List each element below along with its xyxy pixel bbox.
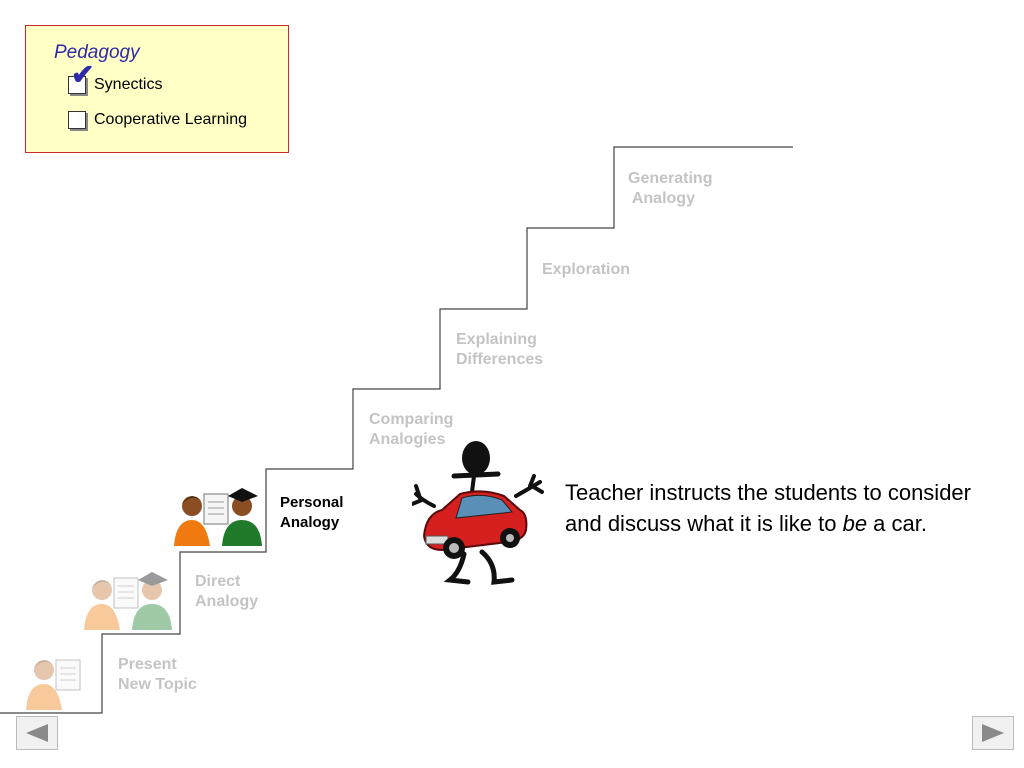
step-label-generating-analogy: Generating Analogy <box>628 170 713 207</box>
step-label-direct-analogy: Direct Analogy <box>195 573 259 610</box>
triangle-left-icon <box>24 722 50 744</box>
legend-title: Pedagogy <box>54 42 140 63</box>
legend-item-label: Synectics <box>94 76 163 93</box>
teacher-and-graduate-icon <box>170 482 266 548</box>
narration-part1: Teacher instructs the students to consider and discuss what it is like to <box>565 480 971 536</box>
cartoon-car-figure-icon <box>412 440 552 588</box>
triangle-right-icon <box>980 722 1006 744</box>
next-slide-button[interactable] <box>972 716 1014 750</box>
step-label-exploration: Exploration <box>542 261 631 278</box>
narration-part2: a car. <box>867 511 927 536</box>
step-label-personal-analogy: Personal Analogy <box>280 494 344 531</box>
legend-item-label: Cooperative Learning <box>94 111 247 128</box>
step-label-explaining-differences: Explaining Differences <box>456 331 544 368</box>
narration-text <box>565 477 1005 539</box>
teacher-icon <box>22 654 84 712</box>
step-label-present-new-topic: Present New Topic <box>118 656 197 693</box>
teacher-and-graduate-icon <box>80 566 176 632</box>
narration-emphasis: be <box>842 511 868 536</box>
previous-slide-button[interactable] <box>16 716 58 750</box>
step-label-comparing-analogies: Comparing Analogies <box>369 411 454 448</box>
checkmark-icon: ✔ <box>71 59 95 90</box>
